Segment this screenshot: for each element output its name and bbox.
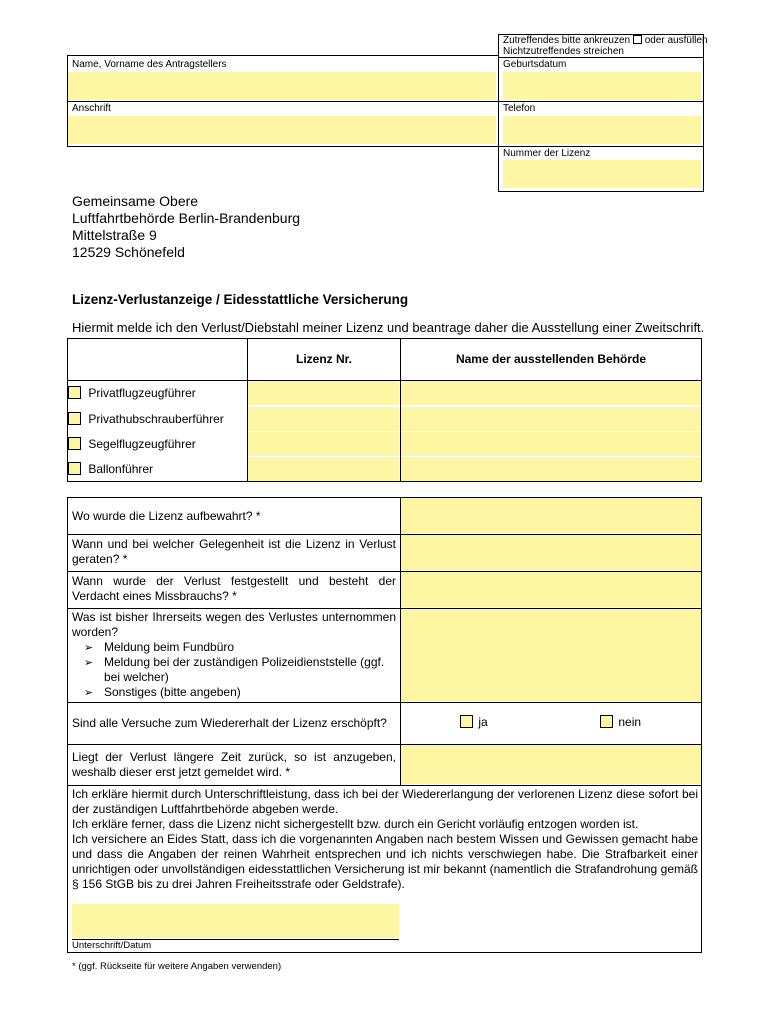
- license-nr-field[interactable]: [248, 432, 399, 456]
- declaration-paragraph: Ich erkläre ferner, dass die Lizenz nicht sichergestellt bzw. durch ein Gericht vorläufig entzogen worden ist.: [72, 817, 639, 831]
- hint-text-a: Zutreffendes bitte ankreuzen: [503, 35, 631, 46]
- authority-field[interactable]: [401, 407, 701, 431]
- license-type-label: Segelflugzeugführer: [88, 437, 196, 451]
- list-item: ➢ Meldung bei der zuständigen Polizeidienststelle (ggf. bei welcher): [84, 655, 396, 685]
- license-number-label: Nummer der Lizenz: [503, 148, 591, 159]
- checkbox-icon: [633, 35, 642, 44]
- birth-field[interactable]: [503, 72, 701, 100]
- license-nr-field[interactable]: [248, 407, 399, 431]
- declaration-paragraph: Ich erkläre hiermit durch Unterschriftleistung, dass ich bei der Wiedererlangung der verlorenen Lizenz diese sofort bei der zuständigen Luftfahrtbehörde abgeben werde.: [72, 787, 698, 816]
- hint-text-b: oder ausfüllen: [644, 35, 708, 46]
- birth-label: Geburtsdatum: [503, 59, 567, 70]
- license-number-field[interactable]: [503, 160, 701, 188]
- row-divider: [67, 785, 702, 786]
- license-row: [68, 386, 196, 401]
- address-field[interactable]: [68, 116, 496, 144]
- list-item: ➢ Sonstiges (bitte angeben): [84, 685, 396, 700]
- license-type-label: Ballonführer: [88, 462, 154, 476]
- measures-list: [72, 640, 396, 700]
- nein-label: nein: [618, 715, 642, 729]
- signature-label: Unterschrift/Datum: [72, 940, 152, 951]
- recipient-line: Gemeinsame Obere: [72, 193, 199, 209]
- recipient-line: Luftfahrtbehörde Berlin-Brandenburg: [72, 210, 301, 226]
- question-spaet-gemeldet: Liegt der Verlust längere Zeit zurück, so ist anzugeben, weshalb dieser erst jetzt gemeldet wird. *: [72, 750, 396, 779]
- signature-field[interactable]: [72, 904, 399, 938]
- declaration-paragraph: Ich versichere an Eides Statt, dass ich die vorgenannten Angaben nach bestem Wissen und Gewissen gemacht habe und dass die Angaben der reinen Wahrheit entsprechen und ich nichts verschwiegen habe. Die Strafbarkeit einer unrichtigen oder unvollständigen eidesstattlichen Versicherung ist mir bekannt (namentlich die Strafandrohung gemäß § 156 StGB bis zu drei Jahren Freiheitsstrafe oder Geldstrafe).: [72, 832, 698, 891]
- license-row: [68, 462, 153, 477]
- option-ja[interactable]: [460, 715, 488, 730]
- col-header-license-nr: Lizenz Nr.: [295, 352, 352, 366]
- question-gelegenheit: Wann und bei welcher Gelegenheit ist die Lizenz in Verlust geraten? *: [72, 537, 396, 566]
- divider: [67, 101, 499, 102]
- license-row: [68, 412, 224, 427]
- col-header-authority: Name der ausstellenden Behörde: [455, 352, 647, 366]
- intro-text: Hiermit melde ich den Verlust/Diebstahl meiner Lizenz und beantrage daher die Ausstellung einer Zweitschrift.: [72, 320, 705, 335]
- row-divider: [67, 702, 702, 703]
- list-item: ➢ Meldung beim Fundbüro: [84, 640, 396, 655]
- ja-label: ja: [478, 715, 488, 729]
- question-text: Was ist bisher Ihrerseits wegen des Verlustes unternommen worden?: [72, 610, 396, 639]
- license-type-checkbox[interactable]: [68, 386, 81, 399]
- declaration-text: [72, 787, 698, 892]
- nein-checkbox[interactable]: [600, 715, 613, 728]
- divider: [498, 101, 704, 102]
- question-erschoepft: Sind alle Versuche zum Wiedererhalt der Lizenz erschöpft?: [72, 716, 387, 730]
- divider: [498, 57, 704, 58]
- authority-field[interactable]: [401, 381, 701, 405]
- license-type-checkbox[interactable]: [68, 437, 81, 450]
- footnote: * (ggf. Rückseite für weitere Angaben verwenden): [72, 961, 282, 972]
- ja-checkbox[interactable]: [460, 715, 473, 728]
- address-label: Anschrift: [72, 103, 111, 114]
- answer-gelegenheit[interactable]: [401, 535, 701, 570]
- question-unternommen: [72, 610, 396, 700]
- question-aufbewahrt: Wo wurde die Lizenz aufbewahrt? *: [72, 509, 261, 523]
- authority-field[interactable]: [401, 432, 701, 456]
- page-title: Lizenz-Verlustanzeige / Eidesstattliche Versicherung: [72, 292, 409, 307]
- question-festgestellt: Wann wurde der Verlust festgestellt und besteht der Verdacht eines Missbrauchs? *: [72, 574, 396, 603]
- answer-festgestellt[interactable]: [401, 572, 701, 607]
- hint-line-2: Nichtzutreffendes streichen: [503, 46, 624, 57]
- name-field[interactable]: [68, 72, 496, 100]
- answer-aufbewahrt[interactable]: [401, 498, 701, 533]
- license-type-label: Privathubschrauberführer: [88, 412, 224, 426]
- answer-spaet-gemeldet[interactable]: [401, 745, 701, 784]
- license-nr-field[interactable]: [248, 381, 399, 405]
- phone-field[interactable]: [503, 116, 701, 144]
- answer-unternommen[interactable]: [401, 609, 701, 701]
- authority-field[interactable]: [401, 457, 701, 481]
- license-type-checkbox[interactable]: [68, 412, 81, 425]
- license-row: [68, 437, 196, 452]
- recipient-line: 12529 Schönefeld: [72, 244, 185, 260]
- license-type-checkbox[interactable]: [68, 462, 81, 475]
- phone-label: Telefon: [503, 103, 536, 114]
- option-nein[interactable]: [600, 715, 641, 730]
- name-label: Name, Vorname des Antragstellers: [72, 59, 227, 70]
- divider: [498, 146, 704, 147]
- recipient-line: Mittelstraße 9: [72, 227, 157, 243]
- recipient-address: [72, 193, 300, 261]
- license-type-label: Privatflugzeugführer: [88, 386, 196, 400]
- license-nr-field[interactable]: [248, 457, 399, 481]
